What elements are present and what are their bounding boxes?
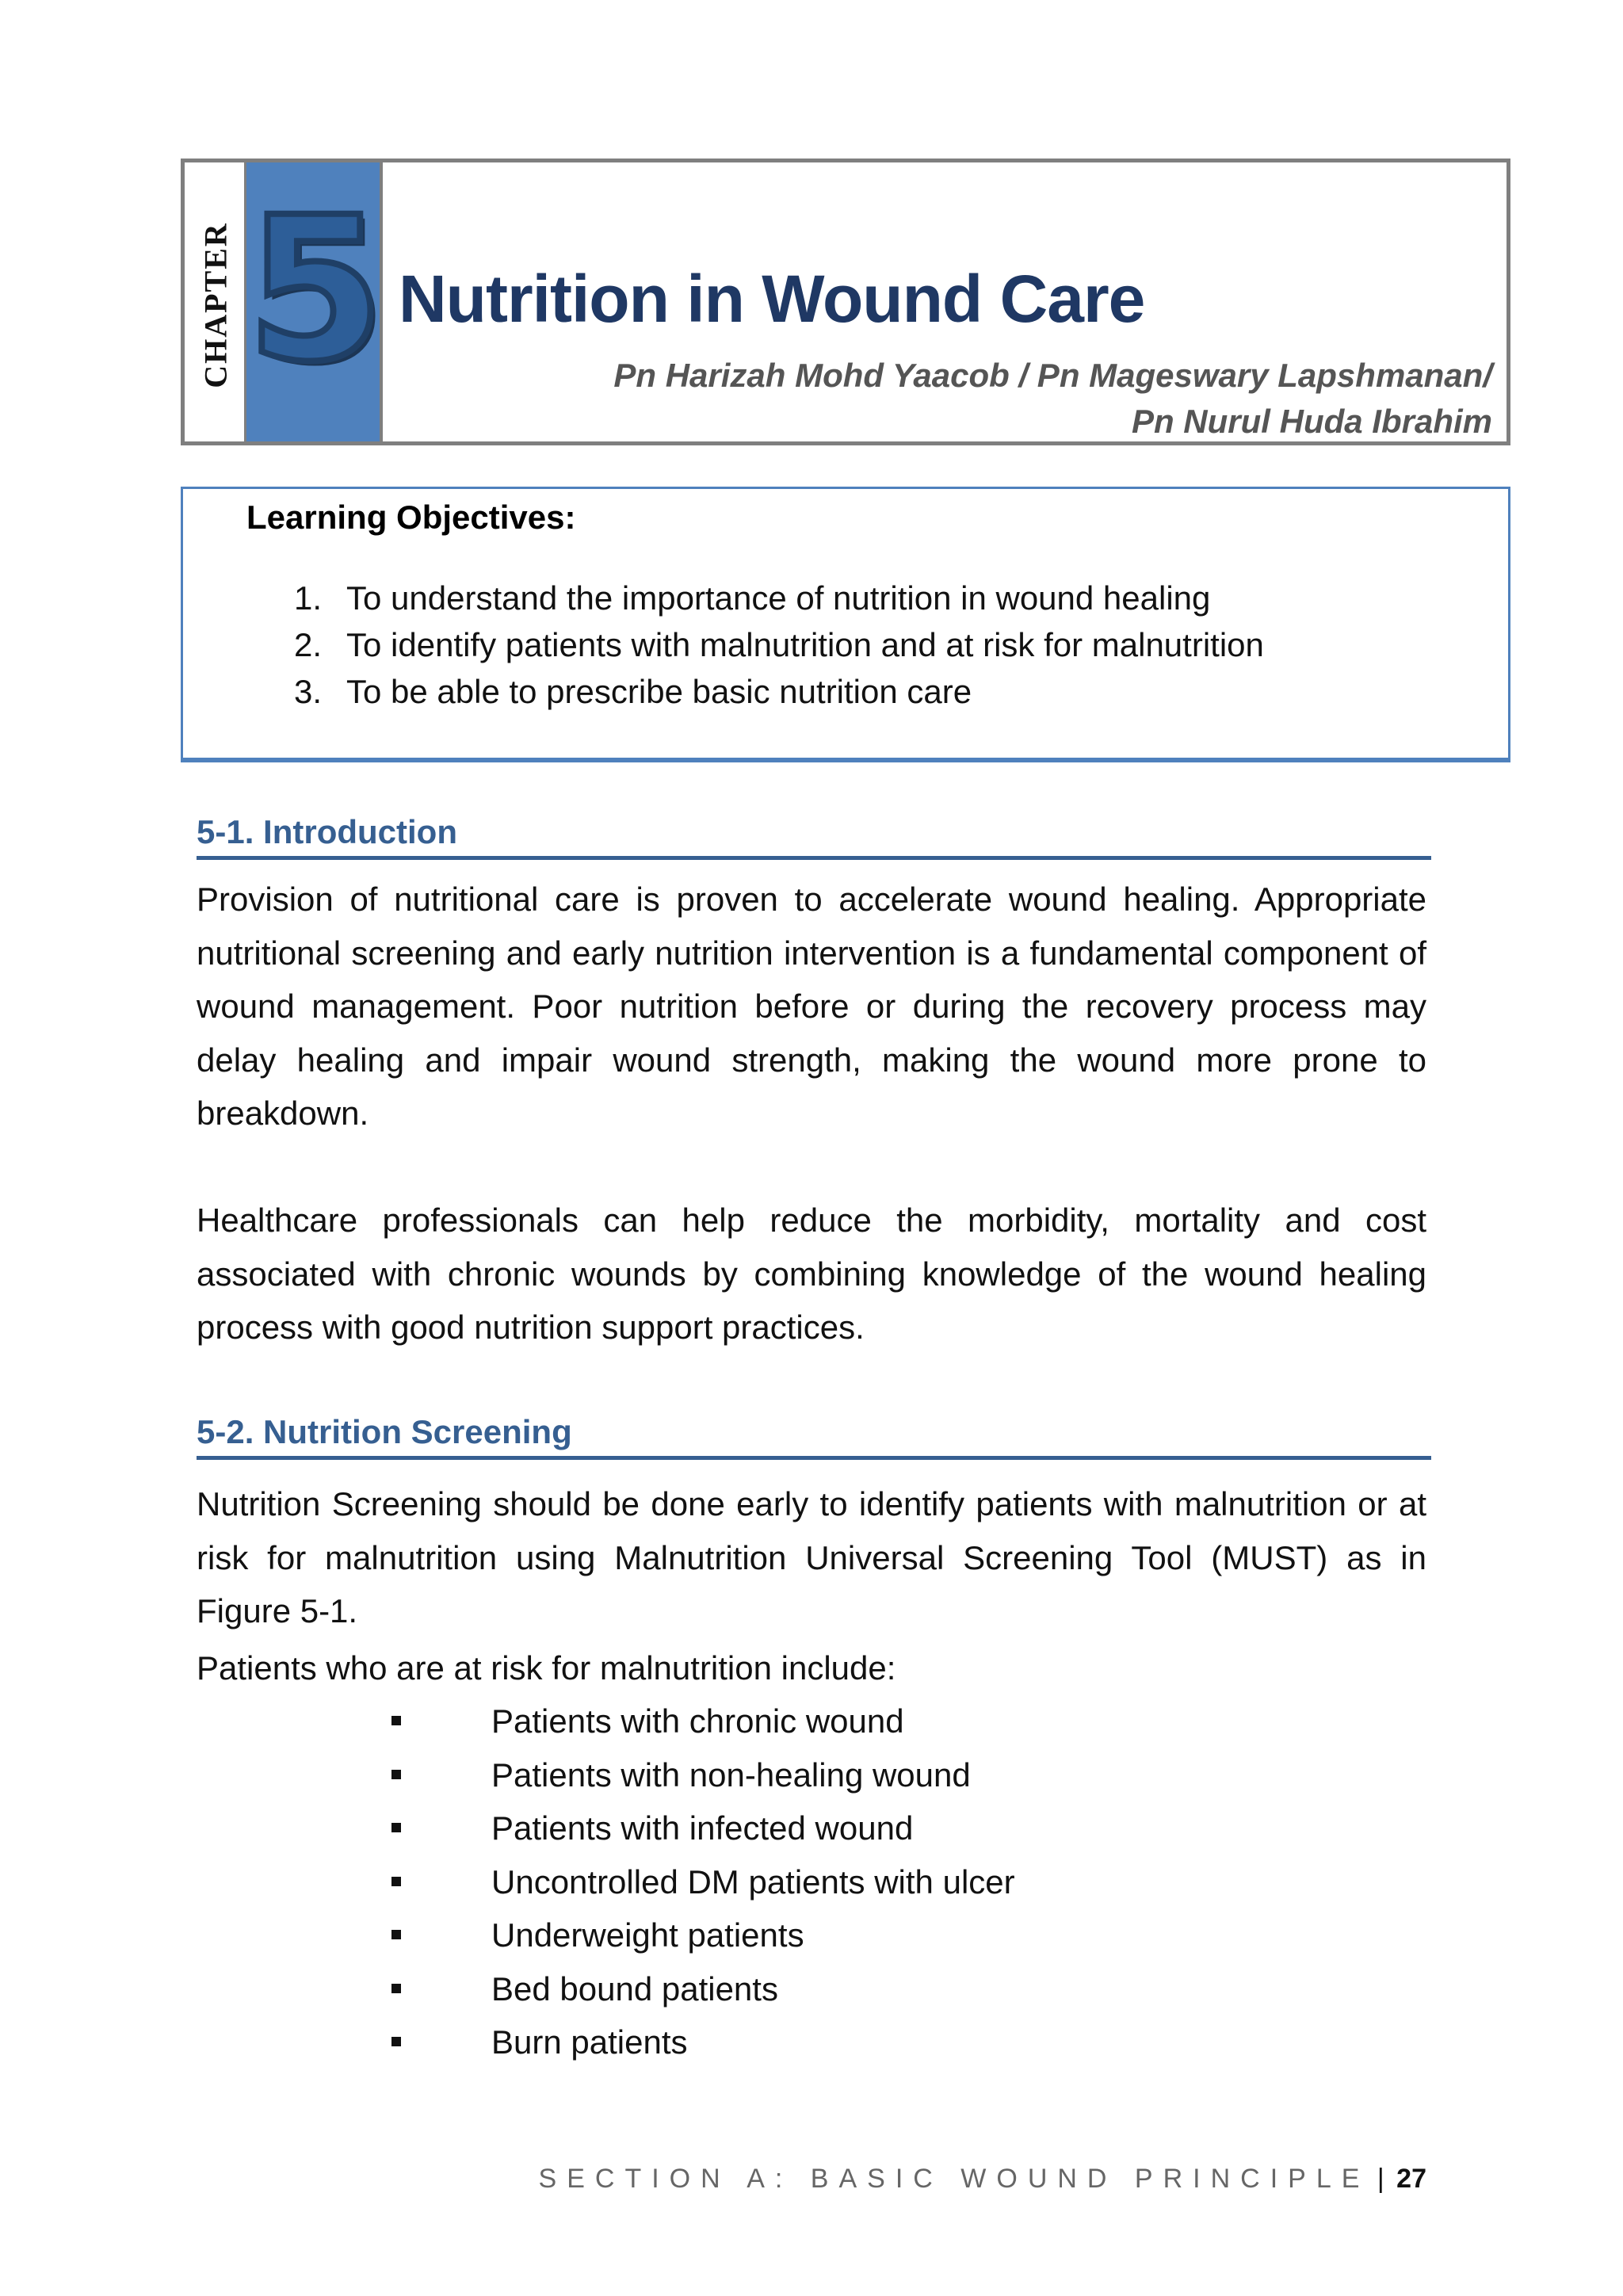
chapter-authors [613,353,1492,445]
introduction-paragraph-1: Provision of nutritional care is proven to accelerate wound healing. Appropriate nutritional screening and early nutrition intervention is a fundamental component of wound management. Poor nutrition before or during the recovery process may delay healing and impair wound strength, making the wound more prone to breakdown. [197,881,1426,1132]
authors-line-2: Pn Nurul Huda Ibrahim [1131,403,1492,440]
learning-objectives-title: Learning Objectives: [246,499,576,536]
screening-paragraph-2: Patients who are at risk for malnutrition include: [197,1649,896,1687]
chapter-label: CHAPTER [197,222,234,388]
risk-group-list [388,1694,1015,2069]
chapter-number: 5 [246,174,384,405]
objective-item: 3. To be able to prescribe basic nutrition care [294,673,972,710]
chapter-title: Nutrition in Wound Care [399,262,1145,336]
list-item: Uncontrolled DM patients with ulcer [388,1855,1015,1909]
chapter-label-column [185,162,246,441]
bullet-square-icon [391,1930,401,1939]
page-footer [539,2164,1426,2195]
list-item: Underweight patients [388,1908,1015,1962]
chapter-header [181,159,1510,445]
list-item: Patients with chronic wound [388,1694,1015,1748]
learning-objectives-list [294,575,1264,715]
chapter-number-panel [246,162,383,441]
bullet-square-icon [391,1716,401,1725]
bullet-square-icon [391,1770,401,1779]
list-item: Bed bound patients [388,1962,1015,2016]
objective-item: 2. To identify patients with malnutrition and at risk for malnutrition [294,626,1264,663]
objective-item: 1. To understand the importance of nutrition in wound healing [294,579,1211,617]
bullet-square-icon [391,1984,401,1993]
screening-heading: 5-2. Nutrition Screening [197,1413,1431,1460]
introduction-paragraph-2: Healthcare professionals can help reduce the morbidity, mortality and cost associated with chronic wounds by combining knowledge of the wound healing process with good nutrition support practices. [197,1201,1426,1346]
introduction-heading: 5-1. Introduction [197,813,1431,860]
list-item: Burn patients [388,2015,1015,2069]
list-item: Patients with infected wound [388,1801,1015,1855]
list-item: Patients with non-healing wound [388,1748,1015,1802]
bullet-square-icon [391,1823,401,1832]
bullet-square-icon [391,2037,401,2046]
bullet-square-icon [391,1877,401,1886]
authors-line-1: Pn Harizah Mohd Yaacob / Pn Mageswary Lapshmanan/ [613,357,1492,394]
footer-separator: | [1377,2164,1384,2194]
footer-section-label: SECTION A: BASIC WOUND PRINCIPLE [538,2164,1370,2194]
screening-paragraph-1: Nutrition Screening should be done early to identify patients with malnutrition or at risk for malnutrition using Malnutrition Universal Screening Tool (MUST) as in Figure 5-1. [197,1485,1426,1629]
learning-objectives-box [181,487,1510,762]
page-number: 27 [1396,2164,1426,2194]
